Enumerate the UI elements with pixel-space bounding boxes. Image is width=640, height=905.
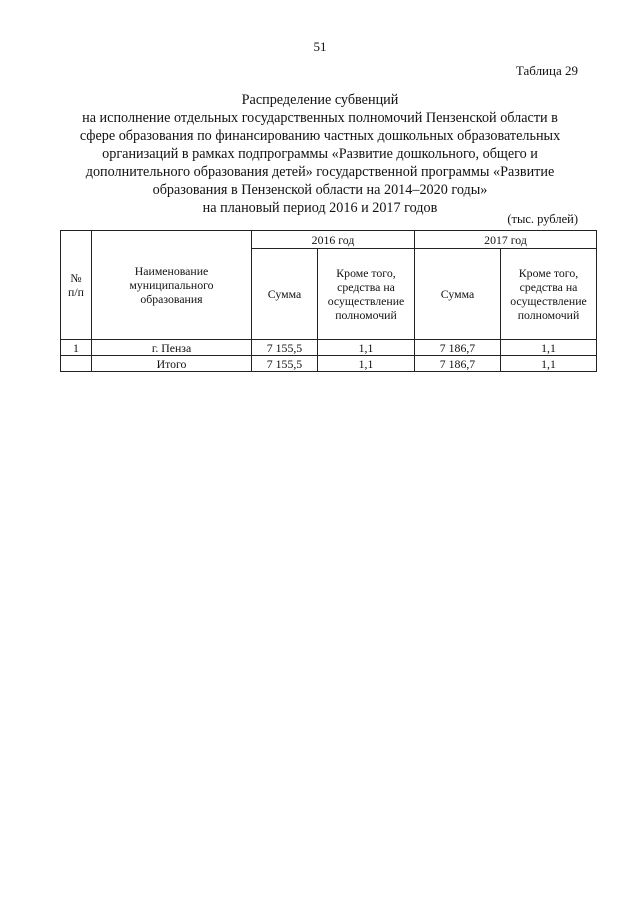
header-year-2016: 2016 год xyxy=(252,231,415,249)
title-line: организаций в рамках подпрограммы «Развитие дошкольного, общего и xyxy=(102,146,538,162)
cell-total-sum-2016: 7 155,5 xyxy=(252,356,318,372)
cell-total-besides-2017: 1,1 xyxy=(501,356,597,372)
cell-besides-2016: 1,1 xyxy=(318,340,415,356)
title-line: дополнительного образования детей» государственной программы «Развитие xyxy=(85,164,555,180)
header-year-2017: 2017 год xyxy=(415,231,597,249)
page-number: 51 xyxy=(313,39,327,54)
header-besides-2017: Кроме того, средства на осуществление полномочий xyxy=(501,249,597,340)
units-note: (тыс. рублей) xyxy=(507,212,578,226)
cell-sum-2017: 7 186,7 xyxy=(415,340,501,356)
title-line: на плановый период 2016 и 2017 годов xyxy=(202,200,438,216)
cell-total-besides-2016: 1,1 xyxy=(318,356,415,372)
table-row xyxy=(61,340,597,356)
cell-num-empty xyxy=(61,356,92,372)
title-line: на исполнение отдельных государственных полномочий Пензенской области в xyxy=(82,110,558,126)
cell-total-label: Итого xyxy=(92,356,252,372)
cell-name: г. Пенза xyxy=(92,340,252,356)
table-total-row xyxy=(61,356,597,372)
title-line: образования в Пензенской области на 2014–2020 годы» xyxy=(152,182,488,198)
header-num: № п/п xyxy=(61,231,92,340)
header-name: Наименование муниципального образования xyxy=(92,231,252,340)
cell-sum-2016: 7 155,5 xyxy=(252,340,318,356)
title-line: сфере образования по финансированию частных дошкольных образовательных xyxy=(79,128,561,144)
document-title xyxy=(40,91,600,217)
title-line: Распределение субвенций xyxy=(241,92,399,108)
cell-num: 1 xyxy=(61,340,92,356)
cell-total-sum-2017: 7 186,7 xyxy=(415,356,501,372)
header-sum-2016: Сумма xyxy=(252,249,318,340)
header-sum-2017: Сумма xyxy=(415,249,501,340)
table-label: Таблица 29 xyxy=(515,63,578,78)
header-besides-2016: Кроме того, средства на осуществление полномочий xyxy=(318,249,415,340)
subvention-table xyxy=(60,230,597,372)
cell-besides-2017: 1,1 xyxy=(501,340,597,356)
